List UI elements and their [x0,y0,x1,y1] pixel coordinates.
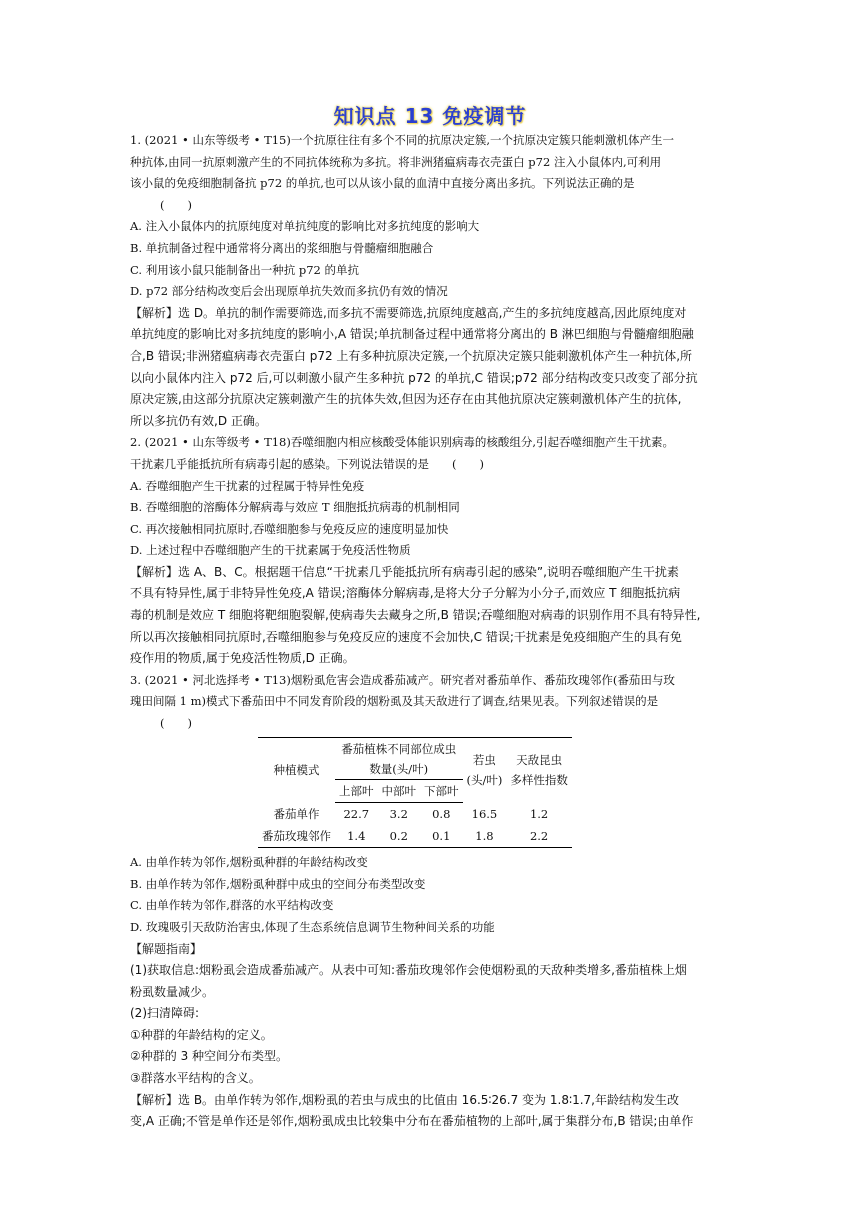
cell-enemy: 1.2 [529,806,549,821]
guide-line: (2)扫清障碍: [130,1006,200,1021]
answer-bracket: ( ) [160,197,192,212]
header-nymph-line: (头/叶) [466,773,503,788]
analysis-line: 毒的机制是效应 T 细胞将靶细胞裂解,使病毒失去藏身之所,B 错误;吞噬细胞对病毒的识别作用不具有特异性, [130,608,701,623]
guide-line: ③群落水平结构的含义。 [130,1071,261,1086]
question-stem: 2. (2021 • 山东等级考 • T18)吞噬细胞内相应核酸受体能识别病毒的核酸组分,引起吞噬细胞产生干扰素。 [130,435,675,450]
header-adult-line: 数量(头/叶) [369,761,429,776]
analysis [130,1090,730,1133]
header-nymph-line: 若虫 [472,753,496,768]
cell-upper: 1.4 [335,825,378,848]
analysis-line: 【解析】选 B。由单作转为邻作,烟粉虱的若虫与成虫的比值由 16.5∶26.7 变为 1.8∶1.7,年龄结构发生改 [130,1092,679,1107]
guide-line: (1)获取信息:烟粉虱会造成番茄减产。从表中可知:番茄玫瑰邻作会使烟粉虱的天敌种类增多,番茄植株上烟 [130,963,687,978]
header-enemy-line: 天敌昆虫 [516,753,563,768]
header-adult [335,737,463,780]
cell-middle: 3.2 [389,807,408,822]
question-2 [130,432,730,670]
question-stem: 干扰素几乎能抵抗所有病毒引起的感染。下列说法错误的是 ( ) [130,456,484,471]
solution-guide [130,939,730,1090]
cell-mode: 番茄玫瑰邻作 [258,825,335,848]
header-nymph [463,737,507,803]
option-c: C. 由单作转为邻作,群落的水平结构改变 [130,898,334,913]
answer-bracket: ( ) [160,716,192,731]
option-b: B. 单抗制备过程中通常将分离出的浆细胞与骨髓瘤细胞融合 [130,240,434,255]
option-d: D. p72 部分结构改变后会出现原单抗失效而多抗仍有效的情况 [130,284,448,299]
analysis-line: 疫作用的物质,属于免疫活性物质,D 正确。 [130,651,355,666]
cell-upper: 22.7 [343,807,370,822]
option-b: B. 由单作转为邻作,烟粉虱种群中成虫的空间分布类型改变 [130,876,426,891]
question-stem: 种抗体,由同一抗原刺激产生的不同抗体统称为多抗。将非洲猪瘟病毒衣壳蛋白 p72 注入小鼠体内,可利用 [130,154,662,169]
question-stem: 3. (2021 • 河北选择考 • T13)烟粉虱危害会造成番茄减产。研究者对番茄单作、番茄玫瑰邻作(番茄田与玫 [130,672,675,687]
page-title: 知识点 13 免疫调节 [333,104,527,128]
option-d: D. 上述过程中吞噬细胞产生的干扰素属于免疫活性物质 [130,543,411,558]
guide-line: 粉虱数量减少。 [130,984,215,999]
document-body [130,130,730,1133]
guide-title: 【解题指南】 [130,941,203,956]
analysis [130,562,730,670]
cell-lower: 0.8 [432,807,451,822]
option-a: A. 吞噬细胞产生干扰素的过程属于特异性免疫 [130,478,365,493]
option-c: C. 再次接触相同抗原时,吞噬细胞参与免疫反应的速度明显加快 [130,521,449,536]
question-stem: 1. (2021 • 山东等级考 • T15)一个抗原往往有多个不同的抗原决定簇,一个抗原决定簇只能刺激机体产生一 [130,133,675,147]
analysis [130,303,730,433]
analysis-line: 【解析】选 A、B、C。根据题干信息“干扰素几乎能抵抗所有病毒引起的感染”,说明吞噬细胞产生干扰素 [130,564,679,579]
header-mode: 种植模式 [258,737,335,803]
analysis-line: 【解析】选 D。单抗的制作需要筛选,而多抗不需要筛选,抗原纯度越高,产生的多抗纯度越高,因此原纯度对 [130,305,687,320]
analysis-line: 所以再次接触相同抗原时,吞噬细胞参与免疫反应的速度不会加快,C 错误;干扰素是免疫细胞产生的具有免 [130,629,682,644]
option-b: B. 吞噬细胞的溶酶体分解病毒与效应 T 细胞抵抗病毒的机制相同 [130,500,460,515]
header-upper-leaf: 上部叶 [335,780,378,803]
cell-mode: 番茄单作 [273,806,320,821]
cell-middle: 0.2 [378,825,421,848]
header-lower-leaf: 下部叶 [420,780,463,803]
table-row [258,825,572,848]
analysis-line: 单抗纯度的影响比对多抗纯度的影响小,A 错误;单抗制备过程中通常将分离出的 B 淋巴细胞与骨髓瘤细胞融 [130,327,694,342]
analysis-line: 以向小鼠体内注入 p72 后,可以刺激小鼠产生多种抗 p72 的单抗,C 错误;p72 部分结构改变只改变了部分抗 [130,370,698,385]
question-1 [130,130,730,432]
option-d: D. 玫瑰吸引天敌防治害虫,体现了生态系统信息调节生物种间关系的功能 [130,919,495,934]
survey-table [258,737,572,849]
option-c: C. 利用该小鼠只能制备出一种抗 p72 的单抗 [130,262,360,277]
header-adult-line: 番茄植株不同部位成虫 [341,741,457,756]
analysis-line: 所以多抗仍有效,D 正确。 [130,413,267,428]
analysis-line: 原决定簇,由这部分抗原决定簇刺激产生的抗体失效,但因为还存在由其他抗原决定簇刺激机体产生的抗体, [130,392,682,407]
cell-lower: 0.1 [420,825,463,848]
question-stem: 该小鼠的免疫细胞制备抗 p72 的单抗,也可以从该小鼠的血清中直接分离出多抗。下列说法正确的是 [130,176,635,191]
cell-enemy: 2.2 [506,825,572,848]
table-row [258,803,572,826]
guide-line: ①种群的年龄结构的定义。 [130,1027,273,1042]
option-a: A. 注入小鼠体内的抗原纯度对单抗纯度的影响比对多抗纯度的影响大 [130,219,480,234]
guide-line: ②种群的 3 种空间分布类型。 [130,1049,289,1064]
header-middle-leaf: 中部叶 [378,780,421,803]
question-stem: 瑰田间隔 1 m)模式下番茄田中不同发育阶段的烟粉虱及其天敌进行了调查,结果见表。下列叙述错误的是 [130,694,659,709]
header-enemy-line: 多样性指数 [510,773,568,788]
analysis-line: 变,A 正确;不管是单作还是邻作,烟粉虱成虫比较集中分布在番茄植物的上部叶,属于集群分布,B 错误;由单作 [130,1114,694,1129]
analysis-line: 不具有特异性,属于非特异性免疫,A 错误;溶酶体分解病毒,是将大分子分解为小分子,而效应 T 细胞抵抗病 [130,586,681,601]
header-enemy [506,737,572,803]
cell-nymph: 16.5 [471,806,498,821]
analysis-line: 合,B 错误;非洲猪瘟病毒衣壳蛋白 p72 上有多种抗原决定簇,一个抗原决定簇只能刺激机体产生一种抗体,所 [130,348,693,363]
cell-nymph: 1.8 [463,825,507,848]
question-3 [130,670,730,1133]
option-a: A. 由单作转为邻作,烟粉虱种群的年龄结构改变 [130,855,368,870]
